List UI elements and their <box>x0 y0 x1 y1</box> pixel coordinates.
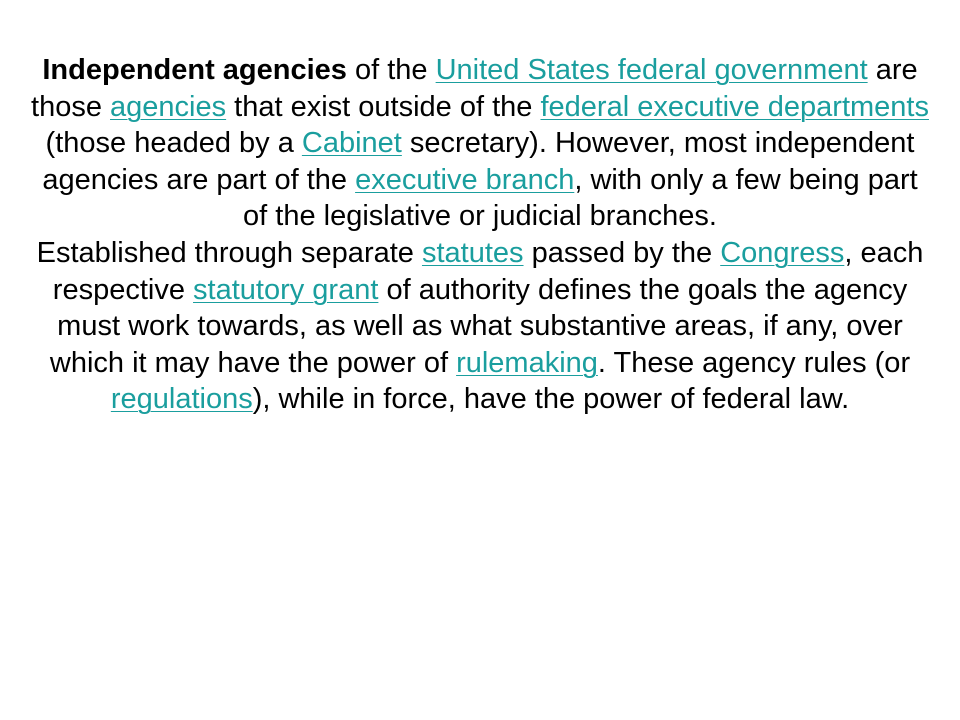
text-run: of authority defines the goals the agency must work towards, as well as what substantive areas, if any, over which it may have the power of <box>49 273 908 379</box>
term-independent-agencies: Independent agencies <box>42 54 347 86</box>
link-united-states-federal-government[interactable]: United States federal government <box>435 54 868 86</box>
text-run: of the <box>346 54 436 86</box>
link-agencies[interactable]: agencies <box>110 90 227 123</box>
text-run: , with only a few being part of the legislative or judicial branches. <box>243 163 918 233</box>
link-statutory-grant[interactable]: statutory grant <box>193 273 379 306</box>
text-run: that exist outside of the <box>226 90 541 123</box>
link-congress[interactable]: Congress <box>720 236 845 269</box>
link-rulemaking[interactable]: rulemaking <box>456 346 598 379</box>
text-run: secretary). However, most independent agencies are part of the <box>42 127 915 196</box>
text-run: (those headed by a <box>45 127 302 160</box>
text-run: . These agency rules (or <box>597 346 911 379</box>
text-run: passed by the <box>523 236 721 269</box>
link-regulations[interactable]: regulations <box>110 383 253 416</box>
slide-body <box>28 52 932 418</box>
text-run: Established through separate <box>36 236 422 269</box>
paragraph-statutes <box>28 235 932 418</box>
link-federal-executive-departments[interactable]: federal executive departments <box>540 90 929 123</box>
text-run: ), while in force, have the power of federal law. <box>252 383 850 416</box>
text-run: , each respective <box>52 236 924 306</box>
text-run: are those <box>31 54 918 123</box>
paragraph-intro <box>28 52 932 235</box>
link-cabinet[interactable]: Cabinet <box>301 127 402 160</box>
link-executive-branch[interactable]: executive branch <box>355 163 575 196</box>
link-statutes[interactable]: statutes <box>421 236 524 269</box>
